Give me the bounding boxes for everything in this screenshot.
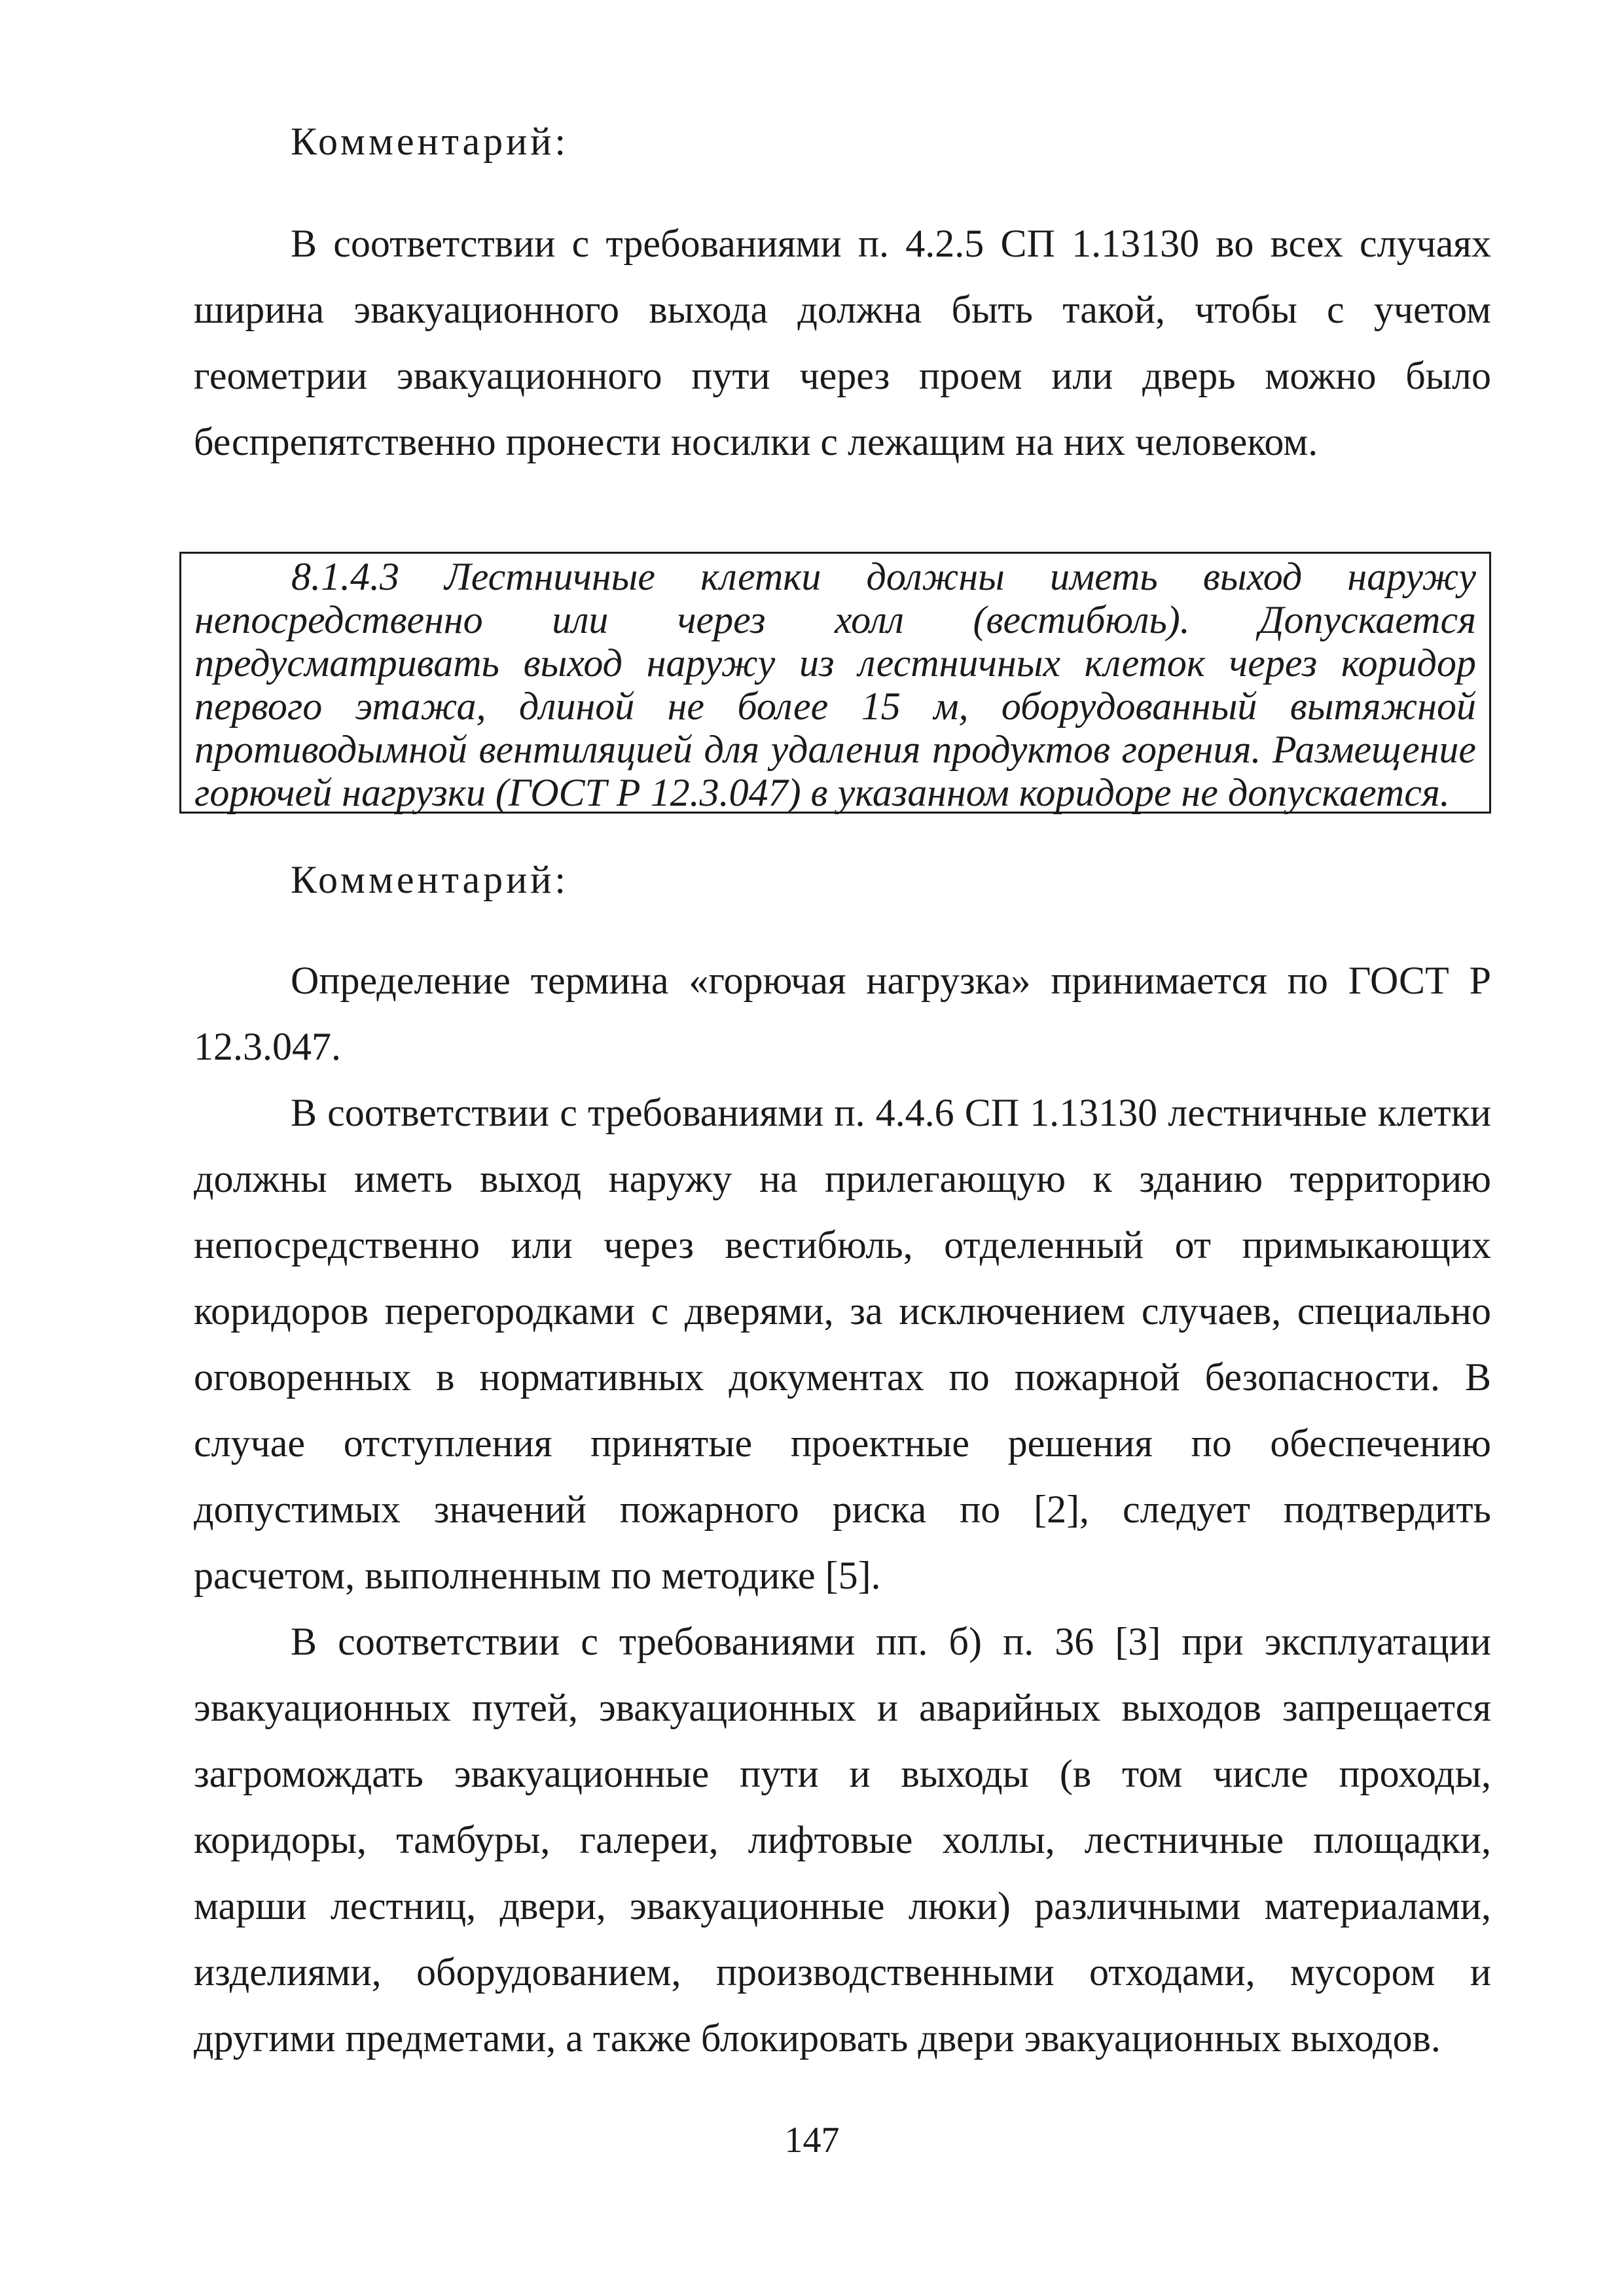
paragraph-block-1 — [194, 211, 1491, 475]
paragraph-stairwell-exit: В соответствии с требованиями п. 4.4.6 СП 1.13130 лестничные клетки должны иметь выход наружу на прилегающую к зданию территорию непосредственно или через вестибюль, отделенный от примыкающих коридоров перегородками с дверями, за исключением случаев, специально оговоренных в нормативных документах по пожарной безопасности. В случае отступления принятые проектные решения по обеспечению допустимых значений пожарного риска по [2], следует подтвердить расчетом, выполненным по методике [5]. — [194, 1091, 1491, 1597]
norm-clause-text: 8.1.4.3 Лестничные клетки должны иметь выход наружу непосредственно или через холл (вестибюль). Допускается предусматривать выход наружу из лестничных клеток через коридор первого этажа, длиной не более 15 м, оборудованный вытяжной противодымной вентиляцией для удаления продуктов горения. Размещение горючей нагрузки (ГОСТ Р 12.3.047) в указанном коридоре не допускается. — [194, 555, 1476, 814]
page-number: 147 — [784, 2120, 840, 2161]
paragraph-block-2 — [194, 948, 1491, 2072]
comment-heading-1: Комментарий: — [291, 120, 569, 163]
comment-heading-2: Комментарий: — [291, 858, 569, 901]
paragraph-evacuation-paths-operation: В соответствии с требованиями пп. б) п. 36 [3] при эксплуатации эвакуационных путей, эвакуационных и аварийных выходов запрещается загромождать эвакуационные пути и выходы (в том числе проходы, коридоры, тамбуры, галереи, лифтовые холлы, лестничные площадки, марши лестниц, двери, эвакуационные люки) различными материалами, изделиями, оборудованием, производственными отходами, мусором и другими предметами, а также блокировать двери эвакуационных выходов. — [194, 1620, 1491, 2060]
paragraph-fire-load-definition: Определение термина «горючая нагрузка» принимается по ГОСТ Р 12.3.047. — [194, 959, 1491, 1068]
paragraph-evacuation-width: В соответствии с требованиями п. 4.2.5 СП 1.13130 во всех случаях ширина эвакуационного выхода должна быть такой, чтобы с учетом геометрии эвакуационного пути через проем или дверь можно было беспрепятственно пронести носилки с лежащим на них человеком. — [194, 222, 1491, 463]
norm-clause-box — [179, 552, 1491, 814]
